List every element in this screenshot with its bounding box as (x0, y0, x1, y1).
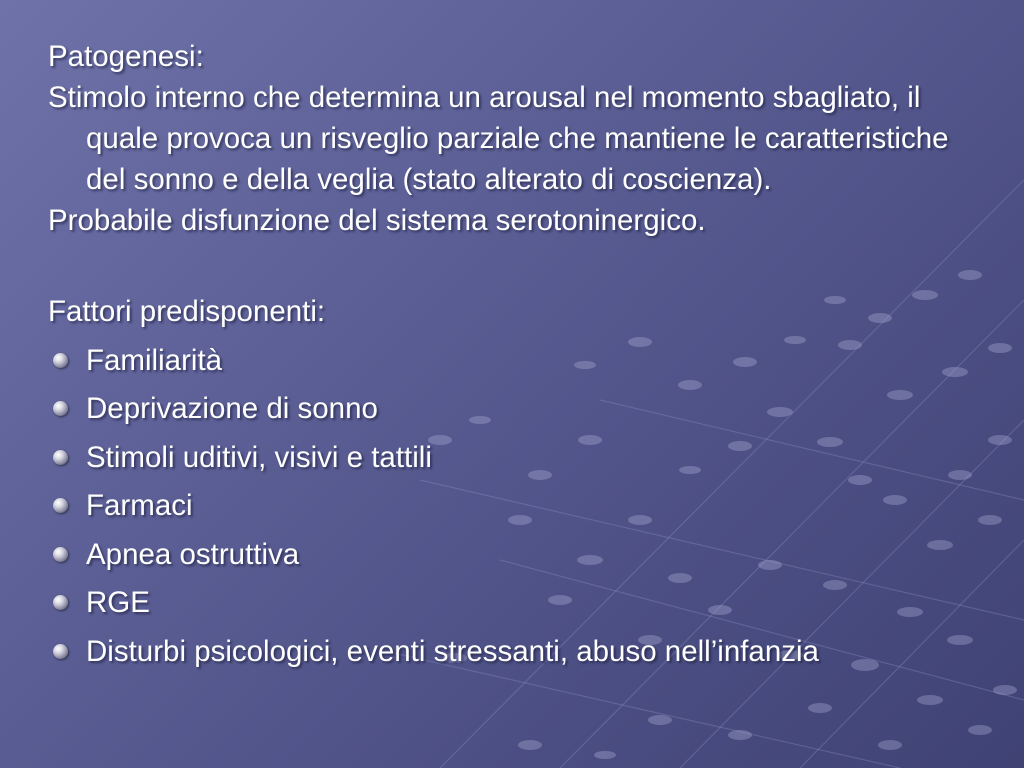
list-item (48, 388, 978, 429)
section-heading-fattori: Fattori predisponenti: (48, 295, 326, 328)
slide-content (48, 36, 978, 672)
section-heading-patogenesi: Patogenesi: (48, 40, 204, 73)
list-item (48, 485, 978, 526)
paragraph-disfunzione: Probabile disfunzione del sistema serotoninergico. (48, 204, 706, 237)
bullet-icon (53, 595, 68, 610)
list-item-label: Farmaci (86, 489, 193, 522)
list-item (48, 437, 978, 478)
bullet-icon (53, 644, 68, 659)
paragraph-stimolo-interno: Stimolo interno che determina un arousal nel momento sbagliato, il quale provoca un risveglio parziale che mantiene le caratteristiche del sonno e della veglia (stato alterato di coscienza). (48, 81, 949, 196)
list-item-label: Apnea ostruttiva (86, 537, 300, 571)
list-item (48, 631, 978, 672)
list-item-label: Deprivazione di sonno (86, 392, 378, 425)
bullet-icon (53, 353, 68, 368)
bullet-icon (53, 547, 68, 562)
list-item (48, 534, 978, 575)
list-item (48, 340, 978, 381)
bullet-icon (53, 498, 68, 513)
bullet-icon (53, 450, 68, 465)
list-item-label: Disturbi psicologici, eventi stressanti, abuso nell’infanzia (86, 634, 819, 668)
list-item (48, 582, 978, 623)
list-item-label: Stimoli uditivi, visivi e tattili (86, 440, 432, 474)
bullet-icon (53, 401, 68, 416)
list-item-label: Familiarità (86, 343, 223, 377)
list-item-label: RGE (86, 586, 150, 619)
